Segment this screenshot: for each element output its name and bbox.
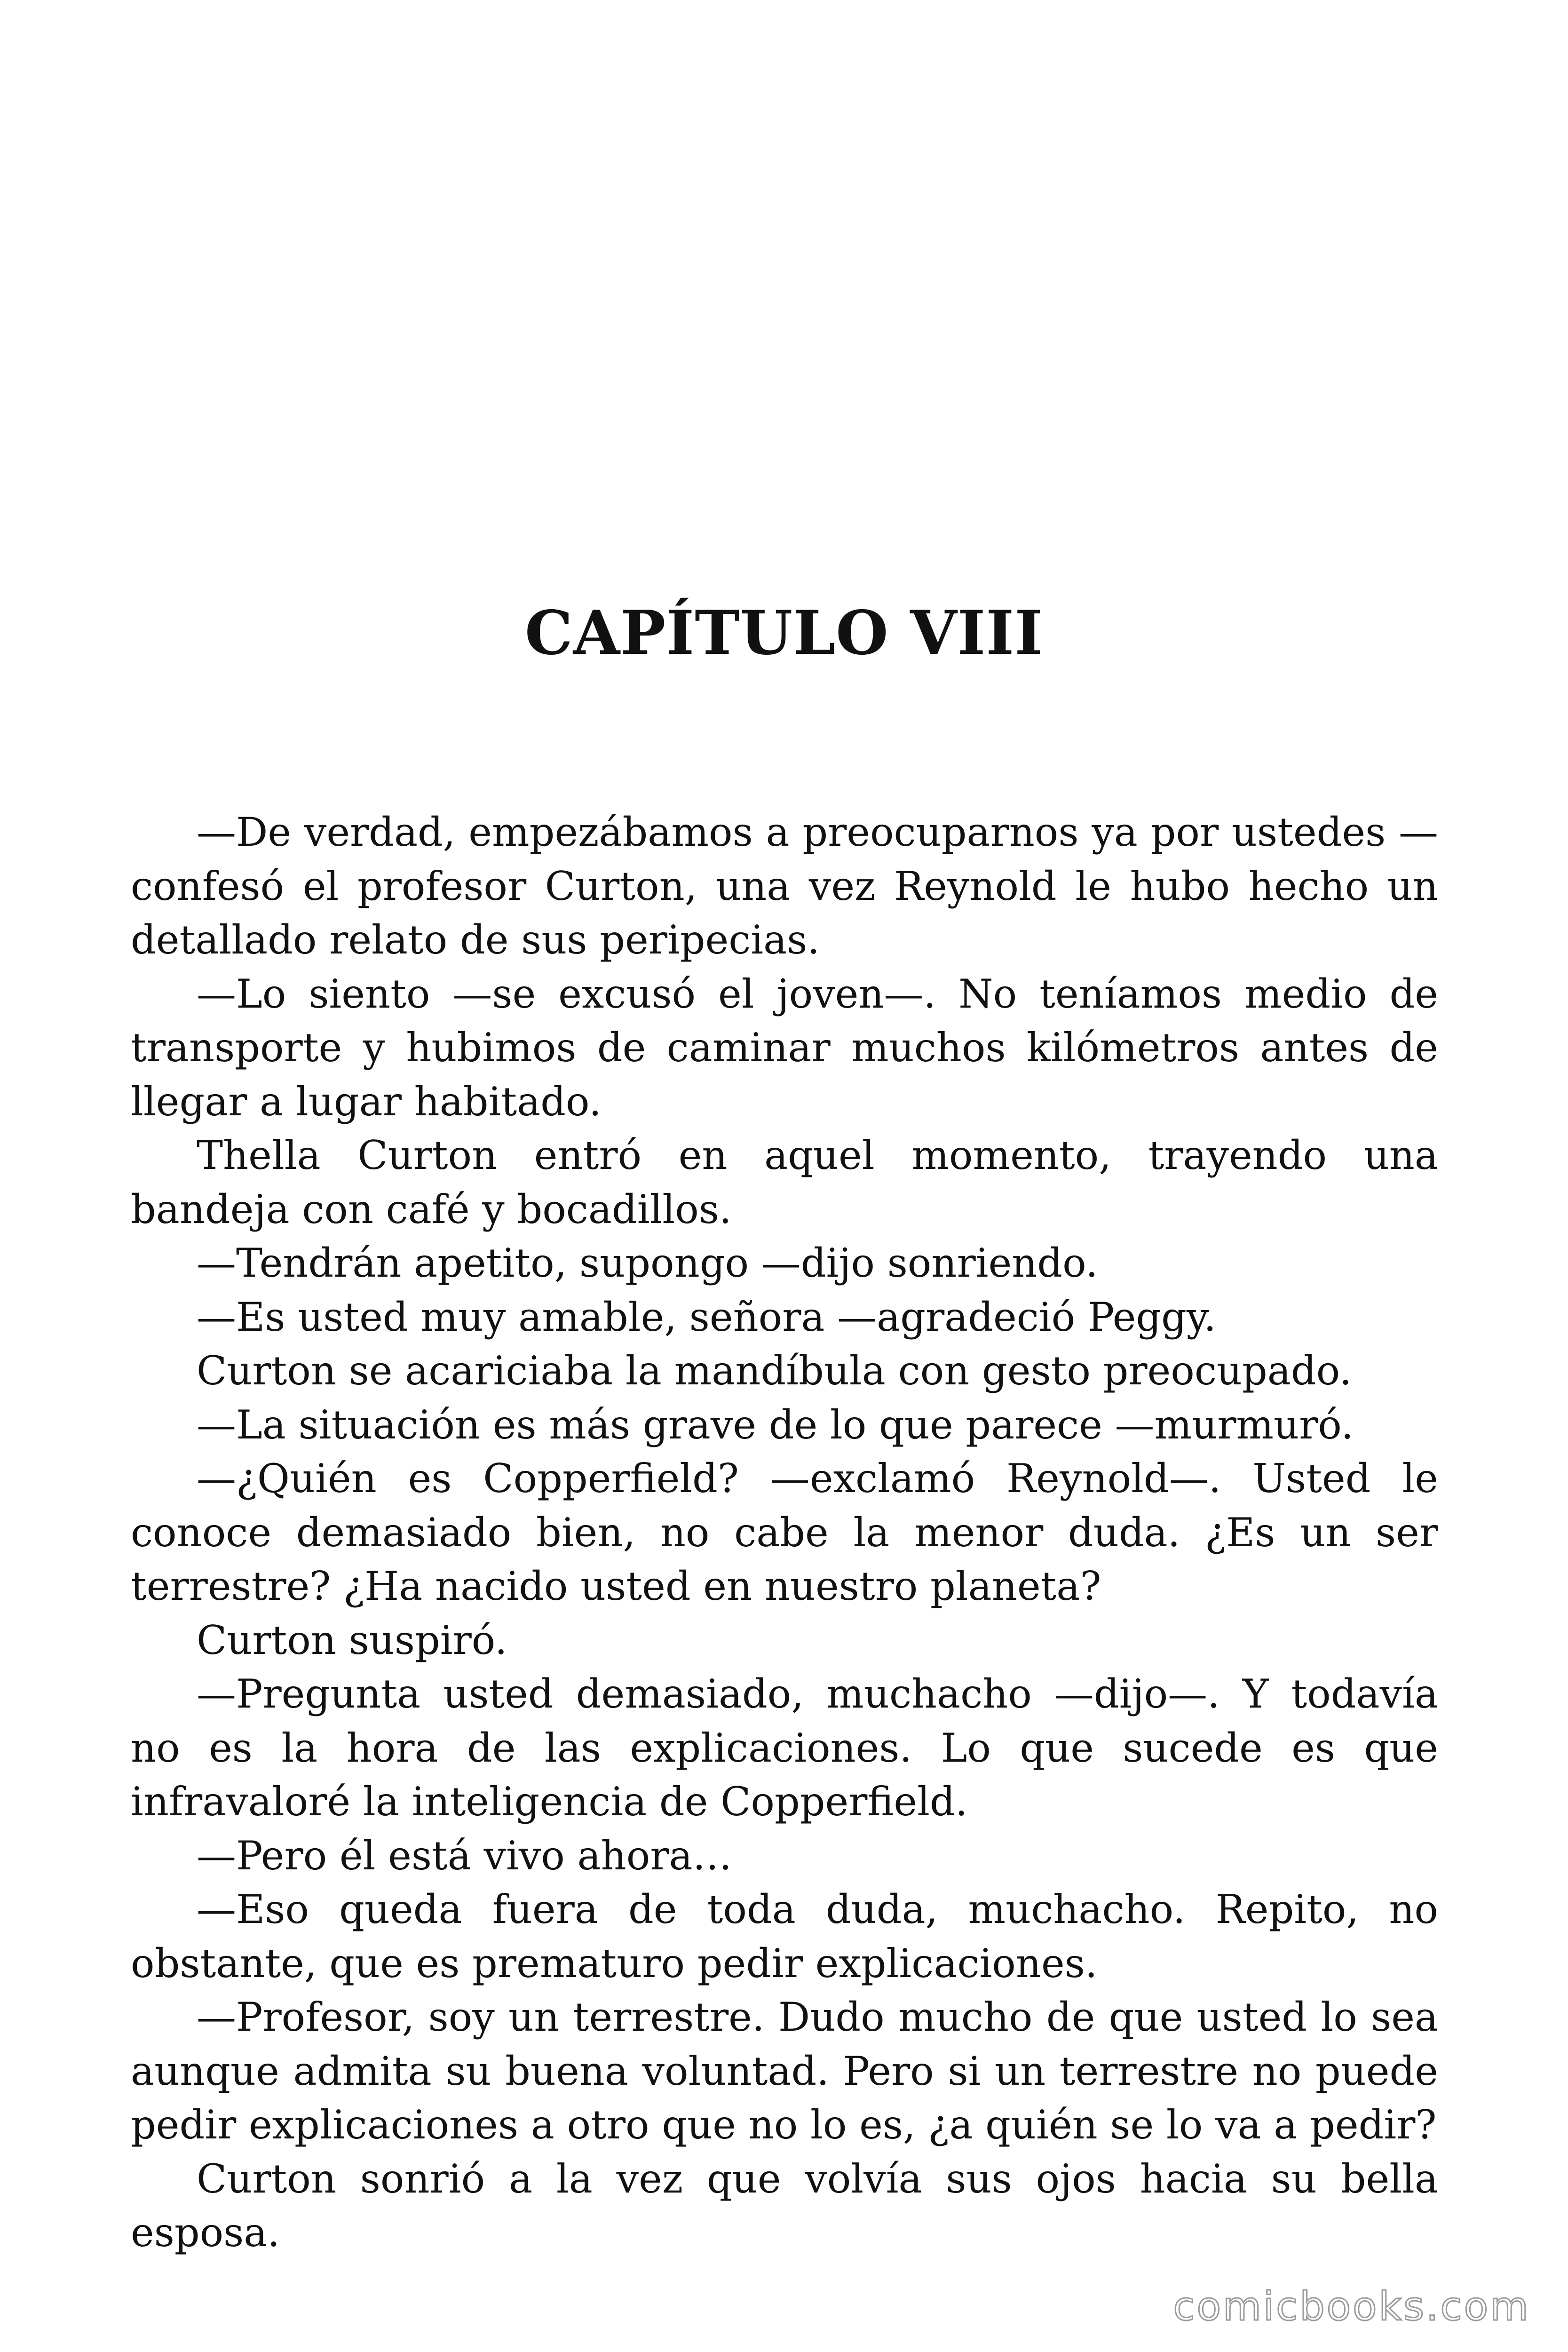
- paragraph: Curton suspiró.: [197, 1617, 507, 1663]
- paragraph: Curton sonrió a la vez que volvía sus ojos hacia su bella esposa.: [131, 2155, 1438, 2256]
- chapter-title: CAPÍTULO VIII: [524, 598, 1044, 668]
- paragraph: —Eso queda fuera de toda duda, muchacho. Repito, no obstante, que es prematuro pedir explicaciones.: [131, 1886, 1438, 1986]
- paragraph: —Pregunta usted demasiado, muchacho —dijo—. Y todavía no es la hora de las explicaciones. Lo que sucede es que infravaloré la inteligencia de Copperfield.: [131, 1671, 1438, 1825]
- paragraph: —Lo siento —se excusó el joven—. No teníamos medio de transporte y hubimos de caminar muchos kilómetros antes de llegar a lugar habitado.: [131, 970, 1438, 1125]
- paragraph: —Tendrán apetito, supongo —dijo sonriendo.: [197, 1240, 1098, 1286]
- paragraph: Curton se acariciaba la mandíbula con gesto preocupado.: [197, 1348, 1352, 1394]
- paragraph: —Es usted muy amable, señora —agradeció Peggy.: [197, 1294, 1216, 1340]
- watermark: comicbooks.com: [1173, 2283, 1530, 2329]
- paragraph: —¿Quién es Copperfield? —exclamó Reynold—. Usted le conoce demasiado bien, no cabe la menor duda. ¿Es un ser terrestre? ¿Ha nacido usted en nuestro planeta?: [131, 1455, 1438, 1609]
- paragraph: —Pero él está vivo ahora…: [197, 1832, 732, 1879]
- paragraph: —La situación es más grave de lo que parece —murmuró.: [197, 1401, 1354, 1448]
- paragraph: —De verdad, empezábamos a preocuparnos ya por ustedes —confesó el profesor Curton, una vez Reynold le hubo hecho un detallado relato de sus peripecias.: [131, 809, 1438, 963]
- paragraph: —Profesor, soy un terrestre. Dudo mucho de que usted lo sea aunque admita su buena voluntad. Pero si un terrestre no puede pedir explicaciones a otro que no lo es, ¿a quién se lo va a pedir?: [131, 1994, 1438, 2148]
- paragraph: Thella Curton entró en aquel momento, trayendo una bandeja con café y bocadillos.: [131, 1132, 1438, 1232]
- chapter-body: [131, 805, 1438, 2260]
